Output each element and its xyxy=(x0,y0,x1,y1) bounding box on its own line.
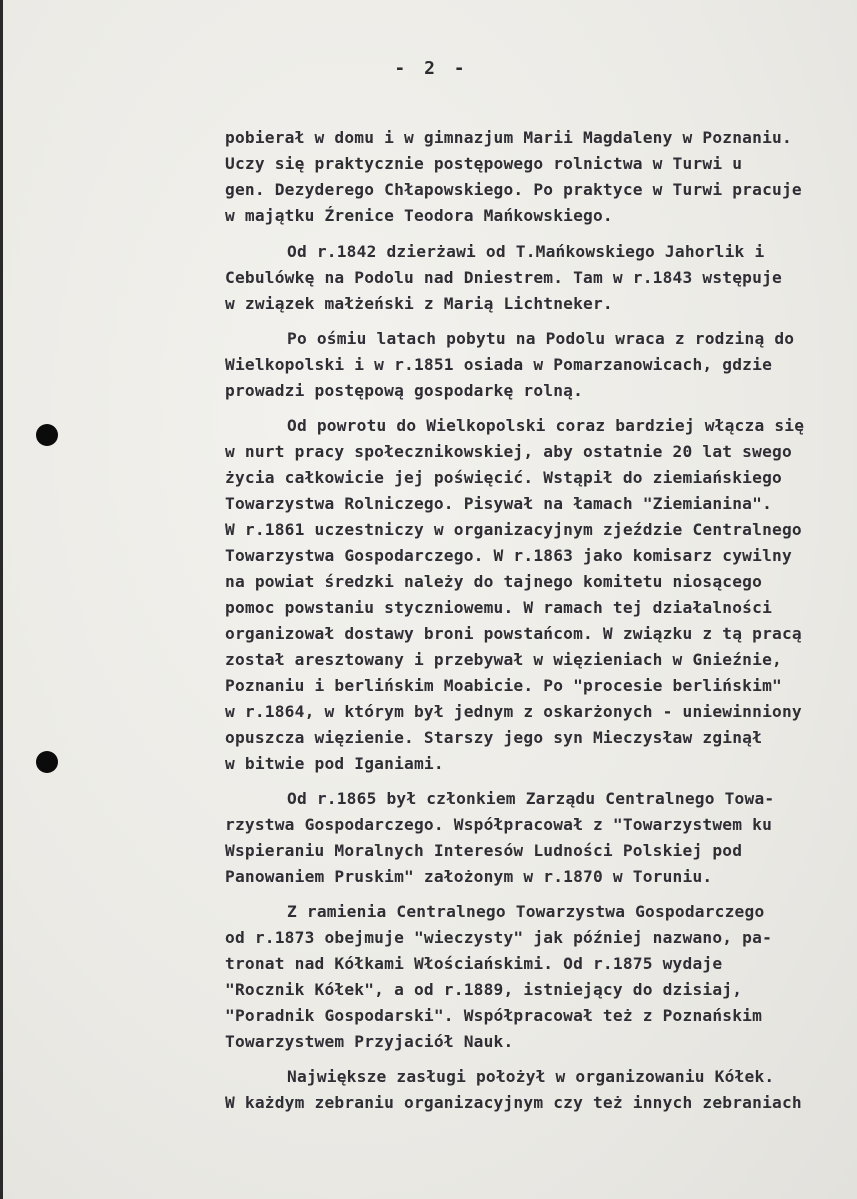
text-line: w nurt pracy społecznikowskiej, aby ostatnie 20 lat swego xyxy=(225,442,792,461)
text-line: Od powrotu do Wielkopolski coraz bardziej włącza się xyxy=(287,416,805,435)
text-line: życia całkowicie jej poświęcić. Wstąpił do ziemiańskiego xyxy=(225,468,782,487)
text-line: W r.1861 uczestniczy w organizacyjnym zjeździe Centralnego xyxy=(225,520,802,539)
text-line: na powiat średzki należy do tajnego komitetu niosącego xyxy=(225,572,763,591)
text-line: w r.1864, w którym był jednym z oskarżonych - uniewinniony xyxy=(225,702,802,721)
text-line: Uczy się praktycznie postępowego rolnictwa w Turwi u xyxy=(225,154,743,173)
text-line: "Poradnik Gospodarski". Współpracował też z Poznańskim xyxy=(225,1006,763,1025)
text-line: Wielkopolski i w r.1851 osiada w Pomarzanowicach, gdzie xyxy=(225,355,773,374)
text-line: Panowaniem Pruskim" założonym w r.1870 w Toruniu. xyxy=(225,867,713,886)
text-line: Największe zasługi położył w organizowaniu Kółek. xyxy=(287,1067,775,1086)
text-line: Od r.1865 był członkiem Zarządu Centralnego Towa- xyxy=(287,789,775,808)
text-line: prowadzi postępową gospodarkę rolną. xyxy=(225,381,584,400)
text-line: Od r.1842 dzierżawi od T.Mańkowskiego Jahorlik i xyxy=(287,242,765,261)
punch-hole-bottom xyxy=(36,751,58,773)
text-line: rzystwa Gospodarczego. Współpracował z "Towarzystwem ku xyxy=(225,815,773,834)
punch-hole-top xyxy=(36,424,58,446)
text-line: Towarzystwa Rolniczego. Pisywał na łamach "Ziemianina". xyxy=(225,494,773,513)
text-line: Z ramienia Centralnego Towarzystwa Gospodarczego xyxy=(287,902,765,921)
page-number: - 2 - xyxy=(394,58,469,79)
text-line: został aresztowany i przebywał w więzieniach w Gnieźnie, xyxy=(225,650,782,669)
text-line: tronat nad Kółkami Włościańskimi. Od r.1875 wydaje xyxy=(225,954,723,973)
text-line: pobierał w domu i w gimnazjum Marii Magdaleny w Poznaniu. xyxy=(225,128,792,147)
text-line: W każdym zebraniu organizacyjnym czy też innych zebraniach xyxy=(225,1093,802,1112)
text-line: "Rocznik Kółek", a od r.1889, istniejący do dzisiaj, xyxy=(225,980,743,999)
text-line: Wspieraniu Moralnych Interesów Ludności Polskiej pod xyxy=(225,841,743,860)
text-line: Towarzystwem Przyjaciół Nauk. xyxy=(225,1032,514,1051)
text-line: w majątku Źrenice Teodora Mańkowskiego. xyxy=(225,206,613,225)
text-line: Towarzystwa Gospodarczego. W r.1863 jako komisarz cywilny xyxy=(225,546,792,565)
text-line: w bitwie pod Iganiami. xyxy=(225,754,444,773)
text-line: Cebulówkę na Podolu nad Dniestrem. Tam w r.1843 wstępuje xyxy=(225,268,782,287)
text-line: gen. Dezyderego Chłapowskiego. Po praktyce w Turwi pracuje xyxy=(225,180,802,199)
text-line: organizował dostawy broni powstańcom. W związku z tą pracą xyxy=(225,624,802,643)
text-line: Po ośmiu latach pobytu na Podolu wraca z rodziną do xyxy=(287,329,795,348)
text-line: w związek małżeński z Marią Lichtneker. xyxy=(225,294,613,313)
text-line: pomoc powstaniu styczniowemu. W ramach tej działalności xyxy=(225,598,773,617)
text-line: od r.1873 obejmuje "wieczysty" jak później nazwano, pa- xyxy=(225,928,773,947)
text-line: Poznaniu i berlińskim Moabicie. Po "procesie berlińskim" xyxy=(225,676,782,695)
text-line: opuszcza więzienie. Starszy jego syn Mieczysław zginął xyxy=(225,728,763,747)
